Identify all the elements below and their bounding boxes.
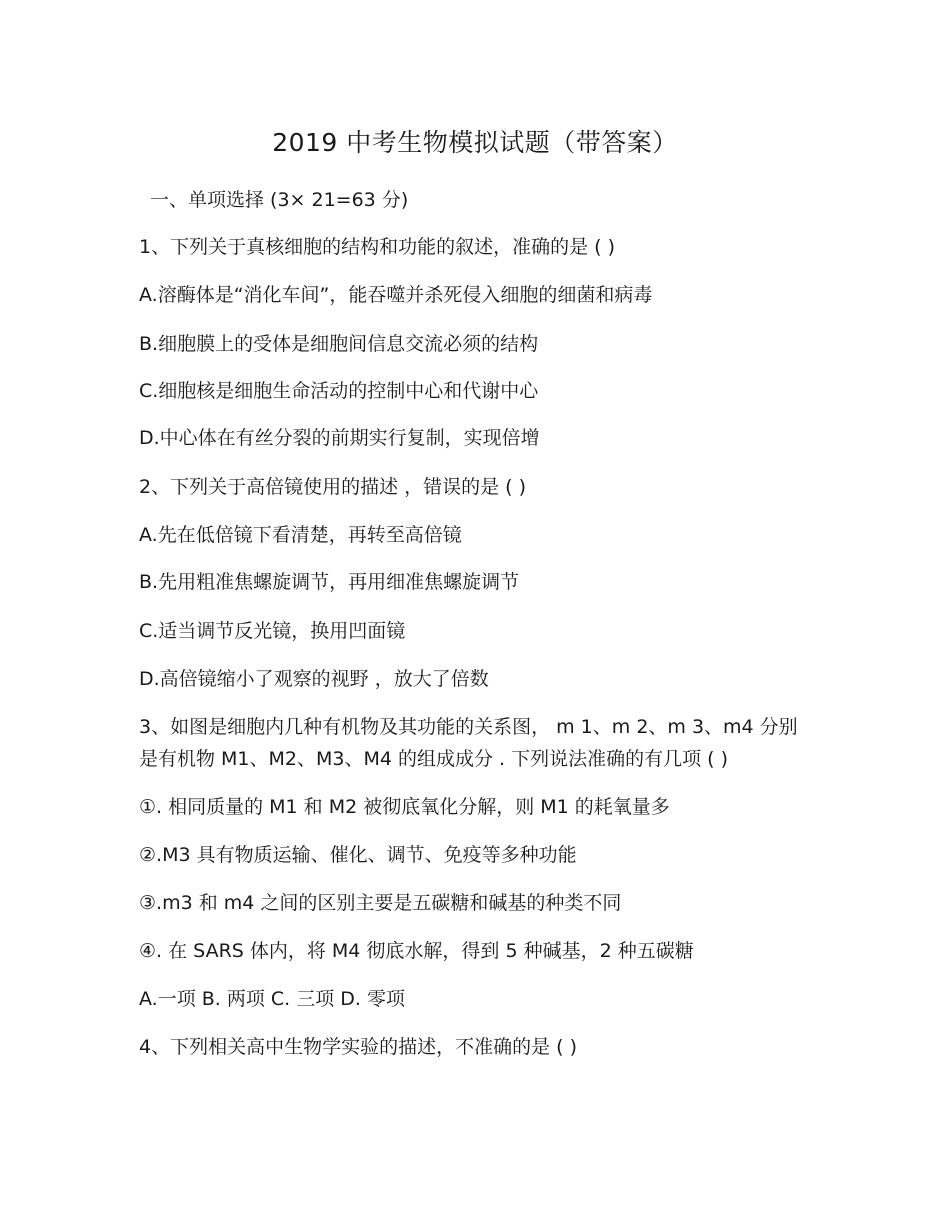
question-3-statement-1: ①. 相同质量的 M1 和 M2 被彻底氧化分解，则 M1 的耗氧量多 xyxy=(139,796,670,818)
section-heading: 一、单项选择 (3× 21=63 分) xyxy=(150,189,409,211)
question-1-option-d: D.中心体在有丝分裂的前期实行复制，实现倍增 xyxy=(139,427,540,449)
question-3-statement-4: ④. 在 SARS 体内，将 M4 彻底水解，得到 5 种碱基，2 种五碳糖 xyxy=(139,940,694,962)
question-1-option-c: C.细胞核是细胞生命活动的控制中心和代谢中心 xyxy=(139,380,539,402)
question-1-option-b: B.细胞膜上的受体是细胞间信息交流必须的结构 xyxy=(139,333,539,355)
question-3-statement-3: ③.m3 和 m4 之间的区别主要是五碳糖和碱基的种类不同 xyxy=(139,892,622,914)
question-3-statement-2: ②.M3 具有物质运输、催化、调节、免疫等多种功能 xyxy=(139,844,577,866)
question-4-stem: 4、下列相关高中生物学实验的描述，不准确的是 ( ) xyxy=(139,1036,577,1058)
document-title: 2019 中考生物模拟试题（带答案） xyxy=(272,128,678,157)
question-3-stem-line-1: 3、如图是细胞内几种有机物及其功能的关系图， m 1、m 2、m 3、m4 分别 xyxy=(139,716,798,738)
question-2-option-a: A.先在低倍镜下看清楚，再转至高倍镜 xyxy=(139,524,462,546)
question-3-stem-line-2: 是有机物 M1、M2、M3、M4 的组成成分 . 下列说法准确的有几项 ( ) xyxy=(139,748,729,770)
question-2-option-b: B.先用粗准焦螺旋调节，再用细准焦螺旋调节 xyxy=(139,571,520,593)
question-1-option-a: A.溶酶体是“消化车间”，能吞噬并杀死侵入细胞的细菌和病毒 xyxy=(139,284,653,306)
question-3-options: A.一项 B. 两项 C. 三项 D. 零项 xyxy=(139,988,405,1010)
question-2-stem: 2、下列关于高倍镜使用的描述 ，错误的是 ( ) xyxy=(139,476,527,498)
question-2-option-c: C.适当调节反光镜，换用凹面镜 xyxy=(139,620,406,642)
question-2-option-d: D.高倍镜缩小了观察的视野 ，放大了倍数 xyxy=(139,668,489,690)
question-1-stem: 1、下列关于真核细胞的结构和功能的叙述，准确的是 ( ) xyxy=(139,236,615,258)
